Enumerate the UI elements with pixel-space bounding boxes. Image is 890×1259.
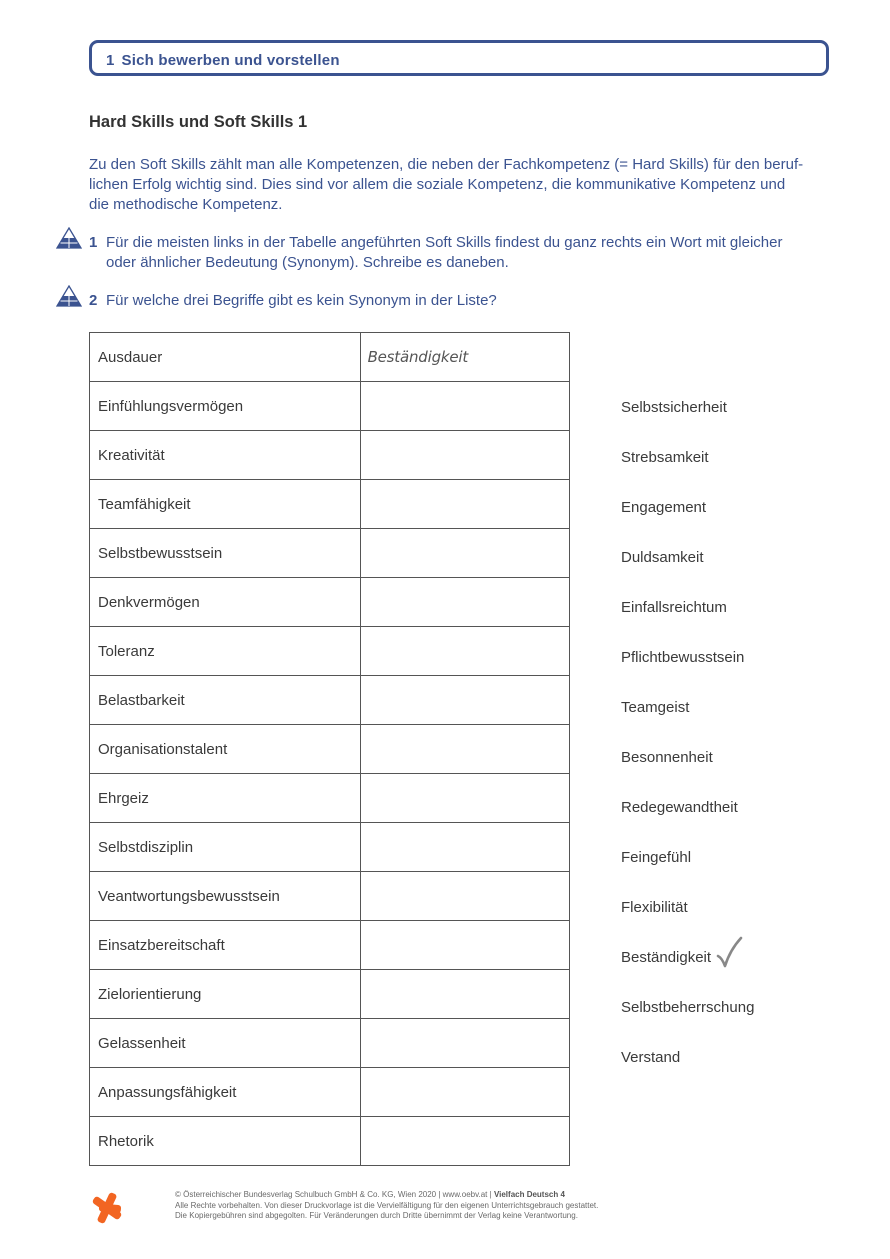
synonym-word: Redegewandtheit: [621, 799, 738, 816]
oebv-star-logo: [88, 1190, 126, 1226]
answer-field[interactable]: [360, 480, 569, 529]
answer-field[interactable]: [360, 333, 569, 382]
synonym-word: Engagement: [621, 499, 707, 516]
skill-term: Selbstdisziplin: [90, 823, 361, 872]
task-text: [106, 291, 836, 311]
synonym-word: Besonnenheit: [621, 749, 713, 766]
footer-copyright-text: © Österreichischer Bundesverlag Schulbuch GmbH & Co. KG, Wien 2020 | www.oebv.at |: [175, 1190, 494, 1199]
answer-field[interactable]: [360, 872, 569, 921]
handwritten-answer: Beständigkeit: [367, 348, 469, 366]
task-line: Für welche drei Begriffe gibt es kein Synonym in der Liste?: [106, 292, 497, 309]
task-number: 1: [89, 234, 98, 251]
synonym-word: Flexibilität: [621, 899, 688, 916]
synonym-item: [621, 983, 821, 1033]
answer-field[interactable]: [360, 1117, 569, 1166]
table-row: [90, 1117, 570, 1166]
skill-term: Denkvermögen: [90, 578, 361, 627]
synonym-item: [621, 483, 821, 533]
answer-field[interactable]: [360, 1019, 569, 1068]
synonym-item: [621, 433, 821, 483]
skill-term: Anpassungsfähigkeit: [90, 1068, 361, 1117]
footer-line: Alle Rechte vorbehalten. Von dieser Druckvorlage ist die Vervielfältigung für den eigenen Unterrichtsgebrauch gestattet.: [175, 1200, 599, 1210]
synonym-word: Pflichtbewusstsein: [621, 649, 745, 666]
skill-term: Rhetorik: [90, 1117, 361, 1166]
synonym-item: [621, 933, 821, 983]
skill-term: Teamfähigkeit: [90, 480, 361, 529]
synonym-item: [621, 883, 821, 933]
check-icon: [715, 936, 743, 970]
table-row: [90, 725, 570, 774]
answer-field[interactable]: [360, 382, 569, 431]
skill-term: Selbstbewusstsein: [90, 529, 361, 578]
answer-field[interactable]: [360, 676, 569, 725]
synonym-word: Selbstbeherrschung: [621, 999, 755, 1016]
page-title: Hard Skills und Soft Skills 1: [89, 113, 308, 131]
table-row: [90, 627, 570, 676]
intro-line: Zu den Soft Skills zählt man alle Kompetenzen, die neben der Fachkompetenz (= Hard Skills) für den beruf-: [89, 156, 804, 173]
synonym-word: Verstand: [621, 1049, 681, 1066]
skill-term: Organisationstalent: [90, 725, 361, 774]
synonym-item: [621, 583, 821, 633]
synonym-word: Strebsamkeit: [621, 449, 709, 466]
synonym-item: [621, 683, 821, 733]
pyramid-level-icon: [56, 285, 82, 307]
skill-term: Belastbarkeit: [90, 676, 361, 725]
answer-field[interactable]: [360, 431, 569, 480]
skills-table: [89, 332, 570, 1166]
answer-field[interactable]: [360, 1068, 569, 1117]
skill-term: Veantwortungsbewusstsein: [90, 872, 361, 921]
synonym-word: Feingefühl: [621, 849, 692, 866]
synonym-item: [621, 633, 821, 683]
synonym-word: Selbstsicherheit: [621, 399, 727, 416]
table-row: [90, 1068, 570, 1117]
table-row: [90, 921, 570, 970]
answer-field[interactable]: [360, 529, 569, 578]
answer-field[interactable]: [360, 578, 569, 627]
table-row: [90, 431, 570, 480]
table-row: [90, 774, 570, 823]
synonym-list: [621, 383, 821, 1083]
skill-term: Zielorientierung: [90, 970, 361, 1019]
synonym-item: [621, 733, 821, 783]
skill-term: Toleranz: [90, 627, 361, 676]
answer-field[interactable]: [360, 725, 569, 774]
pyramid-level-icon: [56, 227, 82, 249]
synonym-word: Beständigkeit: [621, 949, 712, 966]
synonym-item: [621, 783, 821, 833]
skill-term: Ehrgeiz: [90, 774, 361, 823]
chapter-title-text: Sich bewerben und vorstellen: [121, 52, 340, 69]
answer-field[interactable]: [360, 774, 569, 823]
synonym-word: Teamgeist: [621, 699, 690, 716]
task-line: oder ähnlicher Bedeutung (Synonym). Schreibe es daneben.: [106, 254, 509, 271]
table-row: [90, 823, 570, 872]
answer-field[interactable]: [360, 627, 569, 676]
table-row: [90, 872, 570, 921]
table-row: [90, 480, 570, 529]
chapter-title: [106, 52, 340, 69]
synonym-item: [621, 833, 821, 883]
footer-line: [175, 1190, 735, 1201]
table-row: [90, 1019, 570, 1068]
skill-term: Einfühlungsvermögen: [90, 382, 361, 431]
task-number: 2: [89, 292, 98, 309]
skill-term: Einsatzbereitschaft: [90, 921, 361, 970]
intro-line: lichen Erfolg wichtig sind. Dies sind vor allem die soziale Kompetenz, die kommunikative Kompetenz und: [89, 176, 786, 193]
table-row: [90, 578, 570, 627]
task-text: [106, 233, 836, 273]
footer-line: Die Kopiergebühren sind abgegolten. Für Veränderungen durch Dritte übernimmt der Verlag keine Verantwortung.: [175, 1211, 578, 1220]
synonym-item: [621, 383, 821, 433]
synonym-item: [621, 1033, 821, 1083]
synonym-word: Einfallsreichtum: [621, 599, 727, 616]
table-row: [90, 382, 570, 431]
table-row: [90, 970, 570, 1019]
answer-field[interactable]: [360, 921, 569, 970]
table-row: [90, 529, 570, 578]
table-row: [90, 676, 570, 725]
footer-book-title: Vielfach Deutsch 4: [493, 1190, 565, 1199]
skill-term: Gelassenheit: [90, 1019, 361, 1068]
task-line: Für die meisten links in der Tabelle angeführten Soft Skills findest du ganz rechts ein Wort mit gleicher: [106, 234, 783, 251]
skill-term: Kreativität: [90, 431, 361, 480]
chapter-header: [89, 40, 829, 76]
synonym-word: Duldsamkeit: [621, 549, 704, 566]
answer-field[interactable]: [360, 970, 569, 1019]
synonym-item: [621, 533, 821, 583]
answer-field[interactable]: [360, 823, 569, 872]
footer-copyright: [175, 1190, 735, 1222]
intro-line: die methodische Kompetenz.: [89, 196, 283, 213]
table-row: [90, 333, 570, 382]
intro-paragraph: [89, 155, 834, 215]
skill-term: Ausdauer: [90, 333, 361, 382]
chapter-number: 1: [106, 52, 115, 69]
